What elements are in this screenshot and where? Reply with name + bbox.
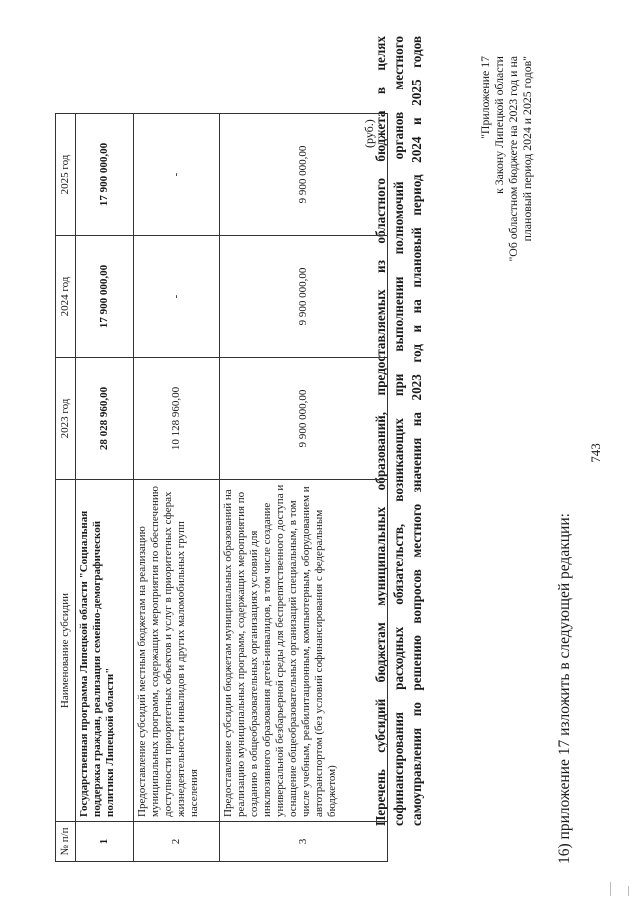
row-2025: 17 900 000,00: [76, 114, 134, 236]
row-num: 1: [76, 822, 134, 862]
row-2024: 9 900 000,00: [220, 236, 388, 358]
appendix-line: к Закону Липецкой области: [492, 56, 506, 194]
row-name: Государственная программа Липецкой области "Социальная поддержка граждан, реализация семейно-демографической политики Липецкой области": [76, 480, 134, 822]
table-row: [134, 114, 220, 862]
header-num: № п/п: [56, 822, 76, 862]
row-2023: 9 900 000,00: [220, 358, 388, 480]
subsidies-table: [55, 113, 388, 862]
row-2024: 17 900 000,00: [76, 236, 134, 358]
intro-text: 16) приложение 17 изложить в следующей редакции:: [556, 513, 573, 864]
title-line: софинансирования расходных обязательств, возникающих при выполнении полномочий органов местного: [391, 36, 406, 826]
appendix-line: "Приложение 17: [478, 56, 492, 139]
title-line: самоуправления по решению вопросов местного значения на 2023 год и на плановый период 2024 и 2025 годов: [409, 36, 424, 826]
row-name: Предоставление субсидии бюджетам муниципальных образований на реализацию муниципальных программ, содержащих мероприятия по созданию в общеобразовательных организациях условий для инклюзивного образования детей-инвалидов, в том числе создание универсальной безбарьерной среды для беспрепятственного доступа и оснащение общеобразовательных организаций специальным, в том числе учебным, реабилитационным, компьютерным, оборудованием и автотранспортом (без условий софинансирования с федеральным бюджетом): [220, 480, 388, 822]
row-num: 3: [220, 822, 388, 862]
row-2025: 9 900 000,00: [220, 114, 388, 236]
table-row: [76, 114, 134, 862]
title-line: Перечень субсидий бюджетам муниципальных образований, предоставляемых из областного бюджета в целях: [373, 36, 388, 826]
row-2023: 10 128 960,00: [134, 358, 220, 480]
scan-mark: [610, 882, 611, 896]
header-2024: 2024 год: [56, 236, 76, 358]
table-header-row: [56, 114, 76, 862]
row-2025: -: [134, 114, 220, 236]
row-num: 2: [134, 822, 220, 862]
table-row: [220, 114, 388, 862]
header-name: Наименование субсидии: [56, 480, 76, 822]
page-number: 743: [588, 443, 603, 463]
scan-mark: [628, 886, 629, 896]
appendix-line: плановый период 2024 и 2025 годов": [520, 56, 534, 242]
row-2023: 28 028 960,00: [76, 358, 134, 480]
appendix-line: "Об областном бюджете на 2023 год и на: [506, 56, 520, 262]
row-name: Предоставление субсидий местным бюджетам на реализацию муниципальных программ, содержащих мероприятия по обеспечению доступности приоритетных объектов и услуг в приоритетных сферах жизнедеятельности инвалидов и других маломобильных групп населения: [134, 480, 220, 822]
header-2025: 2025 год: [56, 114, 76, 236]
unit-label-visible: (руб.): [362, 119, 376, 148]
row-2024: -: [134, 236, 220, 358]
header-2023: 2023 год: [56, 358, 76, 480]
